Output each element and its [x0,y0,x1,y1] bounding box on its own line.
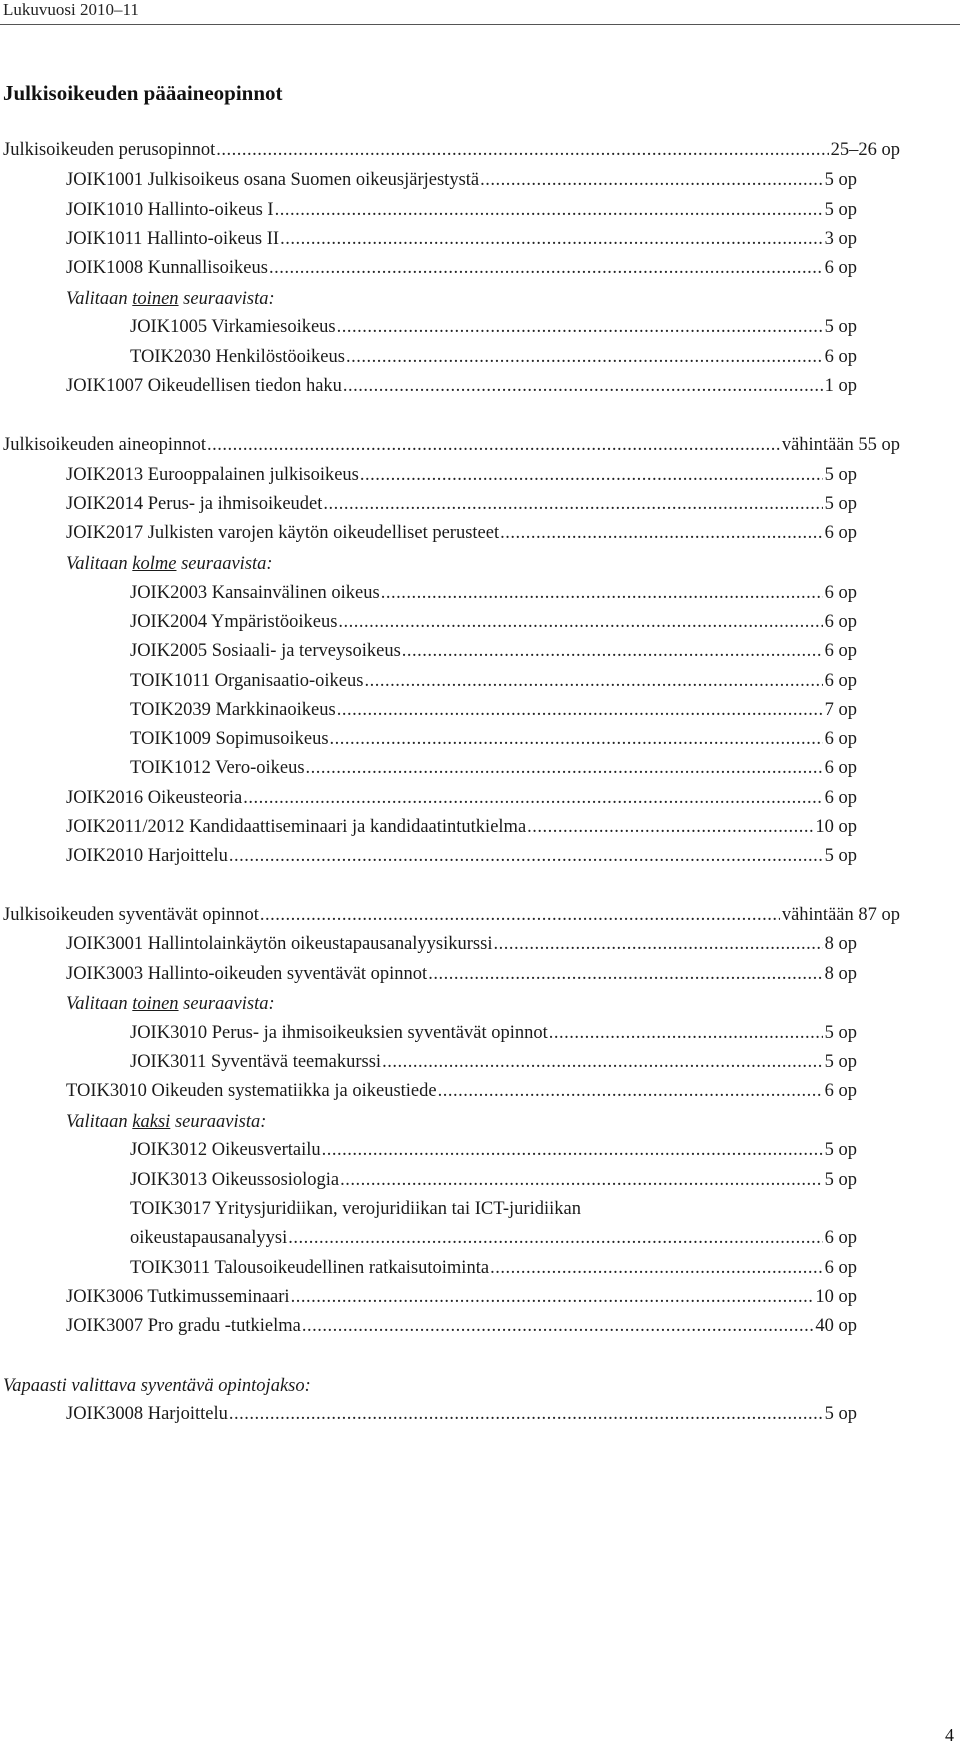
selection-note: Valitaan kaksi seuraavista: [66,1112,267,1132]
course-row: JOIK2010 Harjoittelu ..... 5 op [66,846,857,874]
course-row: JOIK2003 Kansainvälinen oikeus ..... 6 op [130,583,857,611]
section-heading: Julkisoikeuden syventävät opinnot ..... vähintään 87 op [3,905,900,933]
course-row: JOIK1008 Kunnallisoikeus ..... 6 op [66,258,857,286]
course-row: JOIK3011 Syventävä teemakurssi ..... 5 op [130,1052,857,1080]
selection-note: Valitaan toinen seuraavista: [66,289,275,309]
course-row: JOIK3001 Hallintolainkäytön oikeustapausanalyysikurssi ..... 8 op [66,934,857,962]
course-row: JOIK2004 Ympäristöoikeus ..... 6 op [130,612,857,640]
selection-note: Valitaan toinen seuraavista: [66,994,275,1014]
course-row: JOIK3008 Harjoittelu ..... 5 op [66,1404,857,1432]
course-row: JOIK3010 Perus- ja ihmisoikeuksien syventävät opinnot ..... 5 op [130,1023,857,1051]
course-row: TOIK3011 Talousoikeudellinen ratkaisutoiminta ..... 6 op [130,1258,857,1286]
course-row: JOIK2005 Sosiaali- ja terveysoikeus ..... 6 op [130,641,857,669]
course-row: TOIK1011 Organisaatio-oikeus ..... 6 op [130,671,857,699]
course-row: JOIK3012 Oikeusvertailu ..... 5 op [130,1140,857,1168]
course-row: JOIK1011 Hallinto-oikeus II ..... 3 op [66,229,857,257]
course-row: JOIK1001 Julkisoikeus osana Suomen oikeusjärjestystä ..... 5 op [66,170,857,198]
course-row: JOIK2014 Perus- ja ihmisoikeudet ..... 5 op [66,494,857,522]
course-row: TOIK2030 Henkilöstöoikeus ..... 6 op [130,347,857,375]
section-heading: Julkisoikeuden aineopinnot ..... vähintään 55 op [3,435,900,463]
course-row: JOIK2016 Oikeusteoria ..... 6 op [66,788,857,816]
course-row: TOIK1012 Vero-oikeus ..... 6 op [130,758,857,786]
running-header: Lukuvuosi 2010–11 [3,0,139,19]
course-row: JOIK1010 Hallinto-oikeus I ..... 5 op [66,200,857,228]
course-row: JOIK3013 Oikeussosiologia ..... 5 op [130,1170,857,1198]
course-row: oikeustapausanalyysi ..... 6 op [130,1228,857,1256]
header-rule [0,24,960,25]
selection-note: Valitaan kolme seuraavista: [66,554,273,574]
course-row: TOIK2039 Markkinaoikeus ..... 7 op [130,700,857,728]
course-row: TOIK3010 Oikeuden systematiikka ja oikeustiede ..... 6 op [66,1081,857,1109]
course-row: JOIK3006 Tutkimusseminaari ..... 10 op [66,1287,857,1315]
page-number: 4 [945,1725,954,1745]
course-row: JOIK2017 Julkisten varojen käytön oikeudelliset perusteet ..... 6 op [66,523,857,551]
course-row: JOIK1007 Oikeudellisen tiedon haku ..... 1 op [66,376,857,404]
selection-note: Vapaasti valittava syventävä opintojakso: [3,1376,311,1396]
course-row: JOIK3007 Pro gradu -tutkielma ..... 40 op [66,1316,857,1344]
section-heading: Julkisoikeuden perusopinnot ..... 25–26 op [3,140,900,168]
course-row: JOIK2011/2012 Kandidaattiseminaari ja kandidaatintutkielma ..... 10 op [66,817,857,845]
course-row: JOIK1005 Virkamiesoikeus ..... 5 op [130,317,857,345]
course-row: JOIK3003 Hallinto-oikeuden syventävät opinnot ..... 8 op [66,964,857,992]
course-row: JOIK2013 Eurooppalainen julkisoikeus ..... 5 op [66,465,857,493]
course-row-wrapped-start: TOIK3017 Yritysjuridiikan, verojuridiikan tai ICT-juridiikan [130,1199,581,1219]
course-row: TOIK1009 Sopimusoikeus ..... 6 op [130,729,857,757]
page-title: Julkisoikeuden pääaineopinnot [3,81,283,105]
